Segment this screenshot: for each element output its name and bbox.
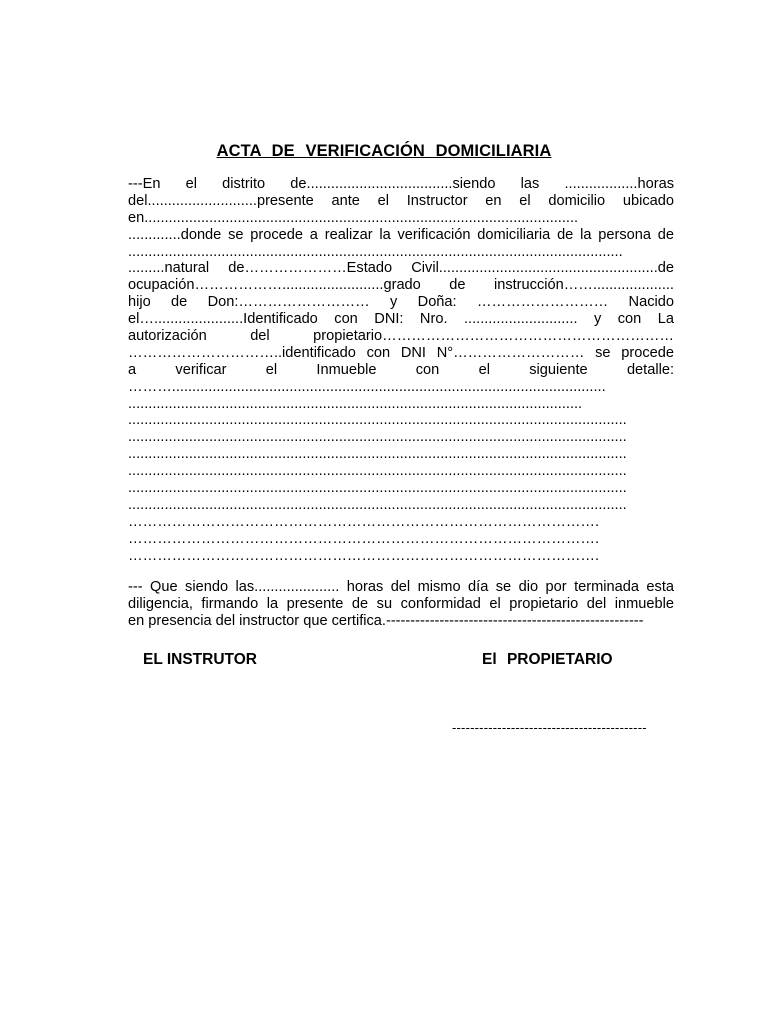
body-line: .........natural de…………………Estado Civil......................................................de bbox=[128, 260, 674, 277]
body-line: en........................................................................................................... bbox=[128, 209, 579, 226]
body-line: autorización del propietario…………………………………………………… bbox=[128, 328, 674, 345]
document-title: ACTA DE VERIFICACIÓN DOMICILIARIA bbox=[216, 142, 552, 160]
body-line: ……………………………………………………………………………………. bbox=[128, 530, 600, 547]
body-line: ........................................................................................................................... bbox=[128, 446, 627, 463]
body-line: a verificar el Inmueble con el siguiente detalle: bbox=[128, 361, 674, 378]
body-line: hijo de Don:……………………… y Doña: ……………………… Nacido bbox=[128, 294, 674, 311]
body-line: ........................................................................................................................... bbox=[128, 463, 627, 480]
body-line: ................................................................................................................ bbox=[128, 395, 583, 412]
body-line: …………………………..identificado con DNI N°……………………… se procede bbox=[128, 344, 674, 361]
closing-paragraph bbox=[128, 579, 674, 630]
body-line: ........................................................................................................................... bbox=[128, 412, 627, 429]
body-line: ........................................................................................................................... bbox=[128, 480, 627, 497]
instructor-signature-label: EL INSTRUTOR bbox=[143, 651, 257, 668]
body-line: ……………………………………………………………………………………. bbox=[128, 547, 600, 564]
closing-line: en presencia del instructor que certifica.----------------------------------------------------- bbox=[128, 612, 644, 629]
closing-line: diligencia, firmando la presente de su conformidad el propietario del inmueble bbox=[128, 595, 674, 612]
body-line: ……………………………………………………………………………………. bbox=[128, 513, 600, 530]
body-line: ocupación……………….........................grado de instrucción…….................... bbox=[128, 277, 674, 294]
owner-signature-label: El PROPIETARIO bbox=[482, 651, 613, 668]
body-paragraph bbox=[128, 176, 674, 564]
body-line: .......................................................................................................................... bbox=[128, 243, 623, 260]
owner-signature-line: ------------------------------------------- bbox=[452, 720, 647, 735]
body-line: ........................................................................................................................... bbox=[128, 429, 627, 446]
closing-line: --- Que siendo las..................... horas del mismo día se dio por terminada esta bbox=[128, 579, 674, 595]
body-line: el…......................Identificado con DNI: Nro. ............................ y con La bbox=[128, 311, 674, 328]
body-line: ………........................................................................................................... bbox=[128, 378, 606, 395]
body-line: ........................................................................................................................... bbox=[128, 496, 627, 513]
body-line: del...........................presente ante el Instructor en el domicilio ubicado bbox=[128, 192, 674, 209]
body-line: .............donde se procede a realizar la verificación domiciliaria de la persona de bbox=[128, 226, 674, 243]
body-line: ---En el distrito de....................................siendo las ..................horas bbox=[128, 176, 674, 192]
